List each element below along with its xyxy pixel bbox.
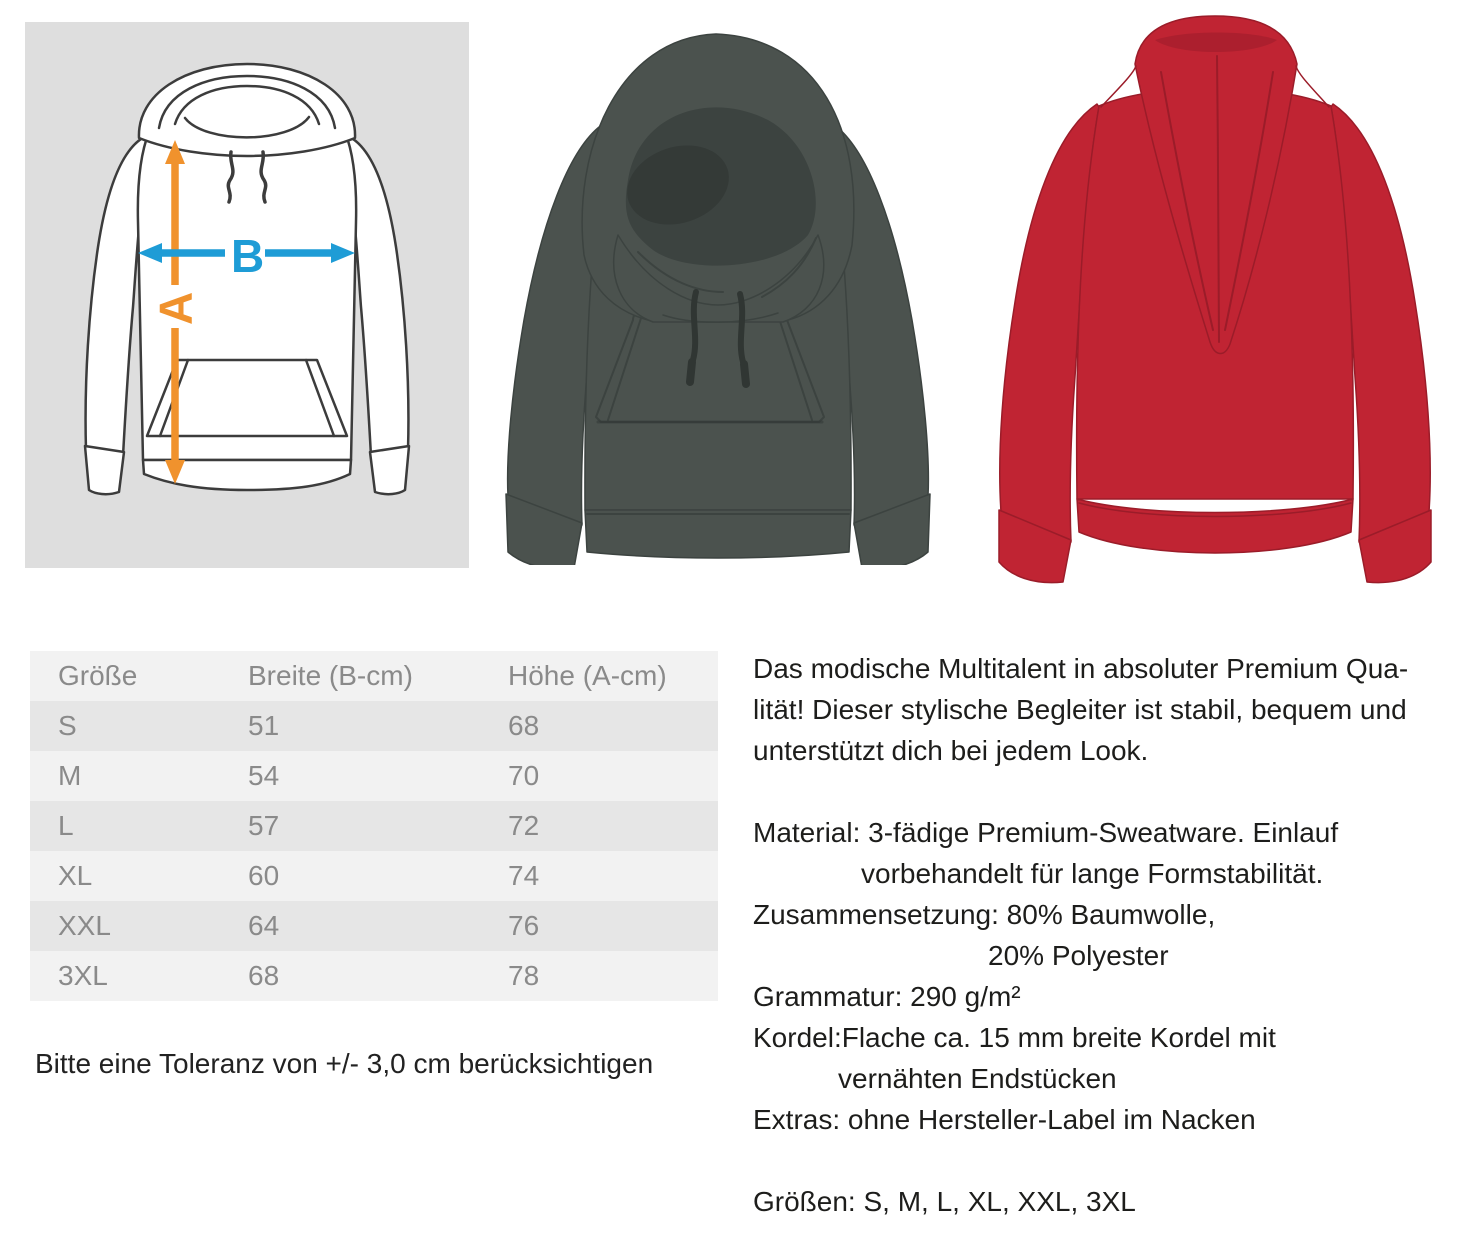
back-hem-band [1077, 499, 1353, 553]
cell-size: XXL [58, 910, 111, 941]
cell-size: XL [58, 860, 93, 891]
description-line: vernähten Endstücken [838, 1063, 1117, 1094]
product-photo-back [985, 12, 1445, 587]
table-row [30, 951, 718, 1001]
table-row [30, 851, 718, 901]
description-line [753, 1140, 1463, 1181]
col-header-width: Breite (B-cm) [248, 660, 413, 691]
cell-size: L [58, 810, 74, 841]
diagram-right-cuff [370, 446, 409, 494]
diagram-left-cuff [85, 446, 124, 494]
table-row [30, 901, 718, 951]
measure-label-a: A [149, 291, 202, 325]
col-header-size: Größe [58, 660, 138, 691]
product-description [753, 648, 1463, 1222]
cell-size: 3XL [58, 960, 108, 991]
front-hoodie-illustration [488, 20, 948, 565]
description-line: lität! Dieser stylische Begleiter ist stabil, bequem und [753, 694, 1407, 725]
table-row [30, 751, 718, 801]
cell-height: 68 [508, 710, 540, 741]
size-table [30, 651, 718, 1001]
cell-height: 74 [508, 860, 540, 891]
size-table-body [30, 701, 718, 1001]
description-line: unterstützt dich bei jedem Look. [753, 735, 1149, 766]
hoodie-measure-diagram [25, 22, 469, 568]
cell-width: 54 [248, 760, 280, 791]
cell-height: 72 [508, 810, 540, 841]
description-line: Das modische Multitalent in absoluter Premium Qua- [753, 653, 1409, 684]
description-line: Grammatur: 290 g/m² [753, 981, 1021, 1012]
table-row [30, 801, 718, 851]
cell-width: 57 [248, 810, 280, 841]
diagram-hood [139, 64, 355, 156]
cell-size: M [58, 760, 82, 791]
description-line [753, 771, 1463, 812]
cell-height: 76 [508, 910, 540, 941]
cell-size: S [58, 710, 77, 741]
cell-width: 68 [248, 960, 280, 991]
back-hoodie-illustration [985, 12, 1445, 587]
front-hem-band [585, 510, 851, 558]
cell-height: 70 [508, 760, 540, 791]
cell-height: 78 [508, 960, 540, 991]
size-table-header [30, 651, 718, 701]
product-photo-front [488, 20, 948, 565]
description-line: Material: 3-fädige Premium-Sweatware. Einlauf [753, 817, 1339, 848]
size-diagram-panel [25, 22, 469, 568]
description-line: Kordel:Flache ca. 15 mm breite Kordel mit [753, 1022, 1276, 1053]
description-line: 20% Polyester [988, 940, 1169, 971]
col-header-height: Höhe (A-cm) [508, 660, 667, 691]
description-line: Größen: S, M, L, XL, XXL, 3XL [753, 1186, 1136, 1217]
table-row [30, 701, 718, 751]
tolerance-note: Bitte eine Toleranz von +/- 3,0 cm berücksichtigen [35, 1048, 654, 1079]
cell-width: 60 [248, 860, 280, 891]
description-line: vorbehandelt für lange Formstabilität. [861, 858, 1324, 889]
description-line: Zusammensetzung: 80% Baumwolle, [753, 899, 1216, 930]
cell-width: 64 [248, 910, 280, 941]
cell-width: 51 [248, 710, 280, 741]
measure-label-b: B [231, 230, 265, 282]
front-kangaroo-pocket [596, 311, 824, 422]
description-line: Extras: ohne Hersteller-Label im Nacken [753, 1104, 1256, 1135]
